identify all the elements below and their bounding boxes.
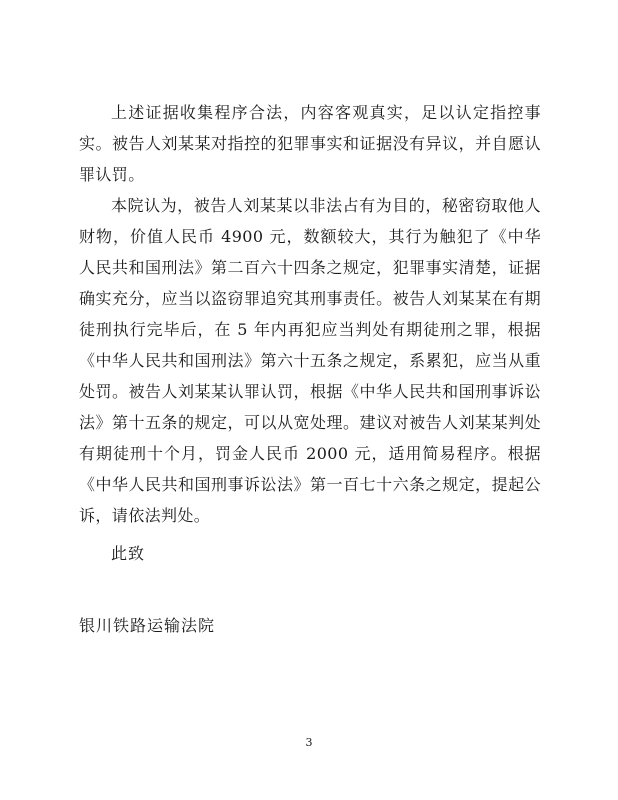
page-number: 3: [305, 736, 313, 749]
document-body: [79, 97, 541, 531]
court-name: 银川铁路运输法院: [79, 616, 216, 635]
closing-salutation: 此致: [111, 544, 146, 563]
court-opinion-paragraph: 本院认为，被告人刘某某以非法占有为目的，秘密窃取他人财物，价值人民币 4900 元，数额较大，其行为触犯了《中华人民共和国刑法》第二百六十四条之规定，犯罪事实清楚，证据确实充分，应当以盗窃罪追究其刑事责任。被告人刘某某在有期徒刑执行完毕后，在 5 年内再犯应当判处有期徒刑之罪，根据《中华人民共和国刑法》第六十五条之规定，系累犯，应当从重处罚。被告人刘某某认罪认罚，根据《中华人民共和国刑事诉讼法》第十五条的规定，可以从宽处理。建议对被告人刘某某判处有期徒刑十个月，罚金人民币 2000 元，适用简易程序。根据《中华人民共和国刑事诉讼法》第一百七十六条之规定，提起公诉，请依法判处。: [79, 196, 541, 525]
evidence-paragraph: 上述证据收集程序合法，内容客观真实，足以认定指控事实。被告人刘某某对指控的犯罪事实和证据没有异议，并自愿认罪认罚。: [79, 103, 541, 184]
